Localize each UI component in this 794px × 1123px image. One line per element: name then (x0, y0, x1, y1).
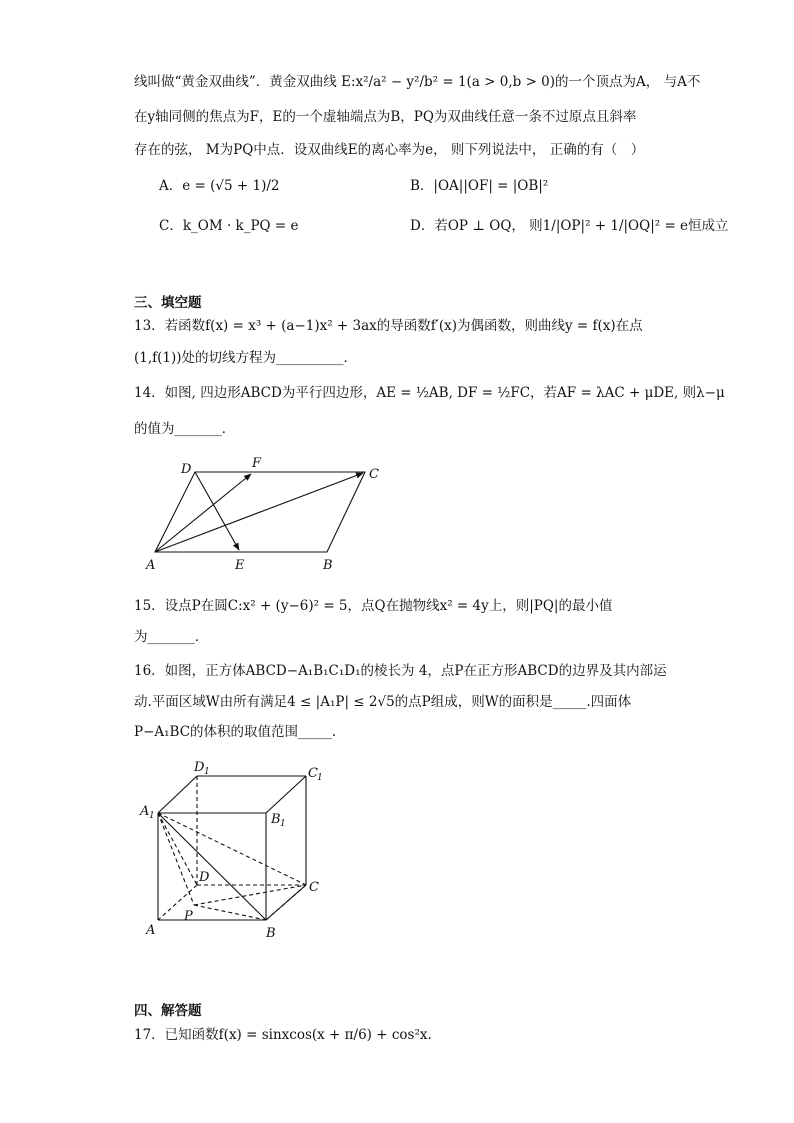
label-a1-sub: 1 (149, 811, 155, 821)
q12-line-1: 线叫做“黄金双曲线”．黄金双曲线 E:x²/a² − y²/b² = 1(a > 0,b > 0)的一个顶点为A， 与A不 (134, 74, 701, 90)
label-d: D (181, 462, 192, 477)
label-c: C (309, 880, 319, 895)
q13-line-1: 13．若函数f(x) = x³ + (a−1)x² + 3ax的导函数f′(x)为偶函数，则曲线y = f(x)在点 (134, 318, 643, 334)
q12-option-b: B．|OA||OF| = |OB|² (410, 178, 549, 194)
label-e: E (235, 558, 245, 573)
label-b1: B (271, 812, 281, 827)
q14-line-2: 的值为_______． (134, 421, 236, 437)
vector-de (195, 472, 239, 550)
section-heading-solutions: 四、解答题 (134, 1003, 202, 1019)
label-p: P (184, 909, 193, 924)
label-c1: C (308, 766, 318, 781)
q13-line-2: (1,f(1))处的切线方程为__________． (134, 350, 358, 366)
label-a: A (146, 923, 156, 938)
q16-line-2: 动.平面区域W由所有满足4 ≤ |A₁P| ≤ 2√5的点P组成，则W的面积是_____.四面体 (134, 694, 632, 710)
vector-ac (155, 473, 363, 552)
label-d: D (199, 870, 210, 885)
label-b: B (266, 926, 276, 941)
label-d1-sub: 1 (204, 767, 210, 777)
label-b: B (323, 558, 333, 573)
section-heading-fill-in: 三、填空题 (134, 295, 202, 311)
q16-line-3: P−A₁BC的体积的取值范围_____. (134, 724, 337, 740)
label-d1: D (194, 760, 205, 775)
q12-line-2: 在y轴同侧的焦点为F，E的一个虚轴端点为B，PQ为双曲线任意一条不过原点且斜率 (134, 109, 637, 125)
label-a: A (146, 558, 156, 573)
label-b1-sub: 1 (280, 819, 286, 829)
q15-line-2: 为_______． (134, 629, 209, 645)
q17-line-1: 17．已知函数f(x) = sinxcos(x + π/6) + cos²x. (134, 1027, 432, 1043)
q12-option-a: A．e = (√5 + 1)/2 (159, 178, 280, 194)
label-a1: A (140, 804, 150, 819)
figure-cube (138, 757, 338, 947)
q12-line-3: 存在的弦， M为PQ中点．设双曲线E的离心率为e， 则下列说法中， 正确的有（ ） (134, 142, 645, 158)
q12-option-c: C．k_OM · k_PQ = e (159, 218, 299, 234)
q16-line-1: 16．如图，正方体ABCD−A₁B₁C₁D₁的棱长为 4，点P在正方形ABCD的边界及其内部运 (134, 663, 667, 679)
label-c: C (369, 467, 379, 482)
q12-option-d: D．若OP ⊥ OQ， 则1/|OP|² + 1/|OQ|² = e恒成立 (410, 218, 729, 234)
q14-line-1: 14．如图, 四边形ABCD为平行四边形，AE = ½AB, DF = ½FC，若AF = λAC + μDE, 则λ−μ (134, 385, 725, 401)
q15-line-1: 15．设点P在圆C:x² + (y−6)² = 5，点Q在抛物线x² = 4y上，则|PQ|的最小值 (134, 598, 613, 614)
label-f: F (252, 456, 262, 471)
label-c1-sub: 1 (317, 773, 323, 783)
figure-parallelogram (140, 455, 400, 575)
